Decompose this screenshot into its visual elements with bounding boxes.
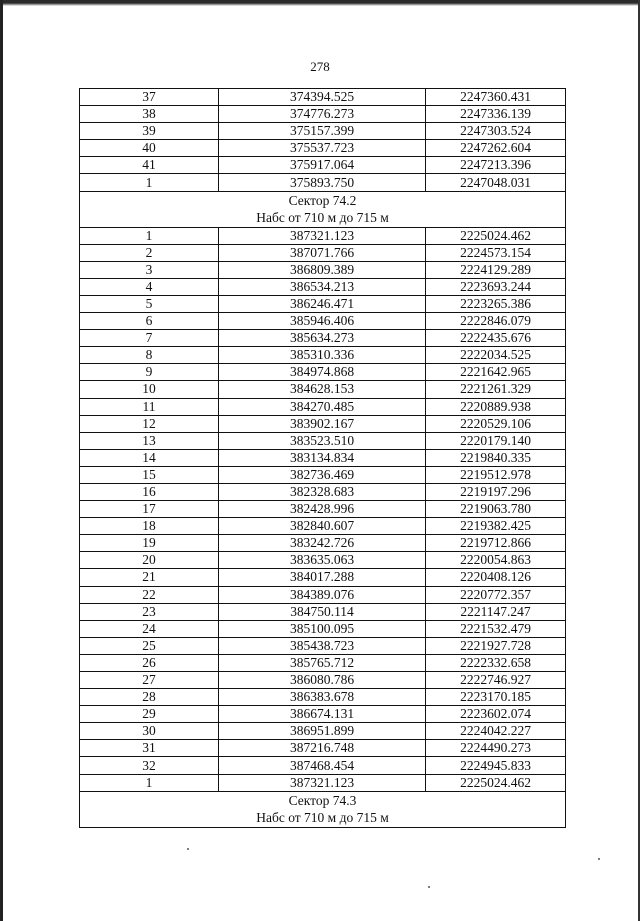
table-row <box>80 723 566 740</box>
table-row <box>80 398 566 415</box>
point-number-cell: 20 <box>80 552 219 569</box>
x-coordinate-cell: 386383.678 <box>219 689 426 706</box>
point-number-cell: 41 <box>80 157 219 174</box>
table-row <box>80 330 566 347</box>
y-coordinate-cell: 2222435.676 <box>426 330 566 347</box>
y-coordinate-cell: 2221147.247 <box>426 603 566 620</box>
table-row <box>80 432 566 449</box>
table-row <box>80 278 566 295</box>
point-number-cell: 22 <box>80 586 219 603</box>
x-coordinate-cell: 385438.723 <box>219 637 426 654</box>
x-coordinate-cell: 384017.288 <box>219 569 426 586</box>
y-coordinate-cell: 2219712.866 <box>426 535 566 552</box>
y-coordinate-cell: 2220408.126 <box>426 569 566 586</box>
point-number-cell: 27 <box>80 672 219 689</box>
table-row <box>80 654 566 671</box>
point-number-cell: 24 <box>80 620 219 637</box>
y-coordinate-cell: 2223170.185 <box>426 689 566 706</box>
point-number-cell: 15 <box>80 466 219 483</box>
y-coordinate-cell: 2223265.386 <box>426 295 566 312</box>
x-coordinate-cell: 384270.485 <box>219 398 426 415</box>
x-coordinate-cell: 387216.748 <box>219 740 426 757</box>
sector-header-74-2 <box>80 191 566 227</box>
table-row <box>80 689 566 706</box>
y-coordinate-cell: 2220772.357 <box>426 586 566 603</box>
point-number-cell: 8 <box>80 347 219 364</box>
x-coordinate-cell: 374394.525 <box>219 89 426 106</box>
point-number-cell: 19 <box>80 535 219 552</box>
point-number-cell: 3 <box>80 261 219 278</box>
x-coordinate-cell: 387321.123 <box>219 774 426 791</box>
x-coordinate-cell: 384750.114 <box>219 603 426 620</box>
point-number-cell: 30 <box>80 723 219 740</box>
point-number-cell: 28 <box>80 689 219 706</box>
point-number-cell: 39 <box>80 123 219 140</box>
y-coordinate-cell: 2221927.728 <box>426 637 566 654</box>
y-coordinate-cell: 2223693.244 <box>426 278 566 295</box>
x-coordinate-cell: 383134.834 <box>219 449 426 466</box>
point-number-cell: 2 <box>80 244 219 261</box>
point-number-cell: 37 <box>80 89 219 106</box>
coordinates-table <box>79 88 566 828</box>
y-coordinate-cell: 2219063.780 <box>426 501 566 518</box>
x-coordinate-cell: 384389.076 <box>219 586 426 603</box>
x-coordinate-cell: 382328.683 <box>219 483 426 500</box>
y-coordinate-cell: 2222746.927 <box>426 672 566 689</box>
y-coordinate-cell: 2225024.462 <box>426 227 566 244</box>
x-coordinate-cell: 375537.723 <box>219 140 426 157</box>
table-section-sector-74-2 <box>80 227 566 791</box>
table-row <box>80 227 566 244</box>
point-number-cell: 1 <box>80 227 219 244</box>
x-coordinate-cell: 383635.063 <box>219 552 426 569</box>
y-coordinate-cell: 2221642.965 <box>426 364 566 381</box>
point-number-cell: 17 <box>80 501 219 518</box>
table-row <box>80 740 566 757</box>
table-row <box>80 261 566 278</box>
y-coordinate-cell: 2224945.833 <box>426 757 566 774</box>
x-coordinate-cell: 385634.273 <box>219 330 426 347</box>
point-number-cell: 21 <box>80 569 219 586</box>
table-row <box>80 586 566 603</box>
y-coordinate-cell: 2247262.604 <box>426 140 566 157</box>
y-coordinate-cell: 2220889.938 <box>426 398 566 415</box>
table-row <box>80 466 566 483</box>
y-coordinate-cell: 2224573.154 <box>426 244 566 261</box>
y-coordinate-cell: 2221261.329 <box>426 381 566 398</box>
point-number-cell: 5 <box>80 295 219 312</box>
point-number-cell: 12 <box>80 415 219 432</box>
x-coordinate-cell: 382428.996 <box>219 501 426 518</box>
y-coordinate-cell: 2222846.079 <box>426 313 566 330</box>
x-coordinate-cell: 382840.607 <box>219 518 426 535</box>
x-coordinate-cell: 385765.712 <box>219 654 426 671</box>
table-row <box>80 569 566 586</box>
point-number-cell: 31 <box>80 740 219 757</box>
table-row <box>80 620 566 637</box>
point-number-cell: 13 <box>80 432 219 449</box>
point-number-cell: 9 <box>80 364 219 381</box>
x-coordinate-cell: 375917.064 <box>219 157 426 174</box>
x-coordinate-cell: 386951.899 <box>219 723 426 740</box>
x-coordinate-cell: 386809.389 <box>219 261 426 278</box>
table-row <box>80 295 566 312</box>
point-number-cell: 14 <box>80 449 219 466</box>
x-coordinate-cell: 387321.123 <box>219 227 426 244</box>
table-row <box>80 449 566 466</box>
table-row <box>80 415 566 432</box>
point-number-cell: 32 <box>80 757 219 774</box>
table-row <box>80 381 566 398</box>
sector-title: Сектор 74.3 <box>288 792 357 808</box>
point-number-cell: 18 <box>80 518 219 535</box>
point-number-cell: 16 <box>80 483 219 500</box>
table-row <box>80 483 566 500</box>
x-coordinate-cell: 386246.471 <box>219 295 426 312</box>
scan-edge-top <box>0 0 640 6</box>
sector-subtitle: Набс от 710 м до 715 м <box>256 209 389 225</box>
table-section-top <box>80 89 566 192</box>
table-row <box>80 774 566 791</box>
x-coordinate-cell: 386534.213 <box>219 278 426 295</box>
point-number-cell: 23 <box>80 603 219 620</box>
sector-header-74-3 <box>80 791 566 827</box>
sector-row <box>80 191 566 227</box>
table-row <box>80 518 566 535</box>
y-coordinate-cell: 2219512.978 <box>426 466 566 483</box>
point-number-cell: 4 <box>80 278 219 295</box>
table-row <box>80 672 566 689</box>
table-row <box>80 757 566 774</box>
table-row <box>80 364 566 381</box>
point-number-cell: 1 <box>80 174 219 191</box>
y-coordinate-cell: 2224490.273 <box>426 740 566 757</box>
point-number-cell: 26 <box>80 654 219 671</box>
y-coordinate-cell: 2221532.479 <box>426 620 566 637</box>
table-row <box>80 157 566 174</box>
x-coordinate-cell: 386674.131 <box>219 706 426 723</box>
y-coordinate-cell: 2219197.296 <box>426 483 566 500</box>
x-coordinate-cell: 383902.167 <box>219 415 426 432</box>
y-coordinate-cell: 2219840.335 <box>426 449 566 466</box>
x-coordinate-cell: 385946.406 <box>219 313 426 330</box>
x-coordinate-cell: 374776.273 <box>219 106 426 123</box>
point-number-cell: 40 <box>80 140 219 157</box>
table-row <box>80 706 566 723</box>
x-coordinate-cell: 375157.399 <box>219 123 426 140</box>
page-number: 278 <box>310 59 330 74</box>
point-number-cell: 10 <box>80 381 219 398</box>
point-number-cell: 7 <box>80 330 219 347</box>
table-row <box>80 123 566 140</box>
x-coordinate-cell: 384974.868 <box>219 364 426 381</box>
table-row <box>80 174 566 191</box>
point-number-cell: 29 <box>80 706 219 723</box>
table-row <box>80 535 566 552</box>
y-coordinate-cell: 2247336.139 <box>426 106 566 123</box>
x-coordinate-cell: 384628.153 <box>219 381 426 398</box>
table-row <box>80 244 566 261</box>
scan-speck <box>598 858 600 860</box>
sector-title: Сектор 74.2 <box>288 192 357 208</box>
y-coordinate-cell: 2247213.396 <box>426 157 566 174</box>
y-coordinate-cell: 2222332.658 <box>426 654 566 671</box>
point-number-cell: 38 <box>80 106 219 123</box>
sector-row <box>80 791 566 827</box>
table-row <box>80 637 566 654</box>
y-coordinate-cell: 2220054.863 <box>426 552 566 569</box>
y-coordinate-cell: 2222034.525 <box>426 347 566 364</box>
y-coordinate-cell: 2247048.031 <box>426 174 566 191</box>
y-coordinate-cell: 2247303.524 <box>426 123 566 140</box>
table-row <box>80 106 566 123</box>
table-row <box>80 313 566 330</box>
x-coordinate-cell: 386080.786 <box>219 672 426 689</box>
table-row <box>80 347 566 364</box>
point-number-cell: 11 <box>80 398 219 415</box>
y-coordinate-cell: 2220179.140 <box>426 432 566 449</box>
x-coordinate-cell: 383523.510 <box>219 432 426 449</box>
table-row <box>80 501 566 518</box>
point-number-cell: 25 <box>80 637 219 654</box>
table-row <box>80 552 566 569</box>
x-coordinate-cell: 383242.726 <box>219 535 426 552</box>
point-number-cell: 1 <box>80 774 219 791</box>
scan-speck <box>187 848 189 850</box>
scan-edge-left <box>0 0 3 921</box>
sector-cell <box>80 791 566 827</box>
y-coordinate-cell: 2223602.074 <box>426 706 566 723</box>
y-coordinate-cell: 2219382.425 <box>426 518 566 535</box>
x-coordinate-cell: 387071.766 <box>219 244 426 261</box>
point-number-cell: 6 <box>80 313 219 330</box>
table-row <box>80 140 566 157</box>
y-coordinate-cell: 2220529.106 <box>426 415 566 432</box>
table-row <box>80 603 566 620</box>
y-coordinate-cell: 2247360.431 <box>426 89 566 106</box>
y-coordinate-cell: 2224042.227 <box>426 723 566 740</box>
x-coordinate-cell: 382736.469 <box>219 466 426 483</box>
sector-subtitle: Набс от 710 м до 715 м <box>256 809 389 825</box>
scan-speck <box>428 886 430 888</box>
sector-cell <box>80 191 566 227</box>
x-coordinate-cell: 385100.095 <box>219 620 426 637</box>
table-row <box>80 89 566 106</box>
x-coordinate-cell: 375893.750 <box>219 174 426 191</box>
x-coordinate-cell: 387468.454 <box>219 757 426 774</box>
y-coordinate-cell: 2224129.289 <box>426 261 566 278</box>
x-coordinate-cell: 385310.336 <box>219 347 426 364</box>
y-coordinate-cell: 2225024.462 <box>426 774 566 791</box>
